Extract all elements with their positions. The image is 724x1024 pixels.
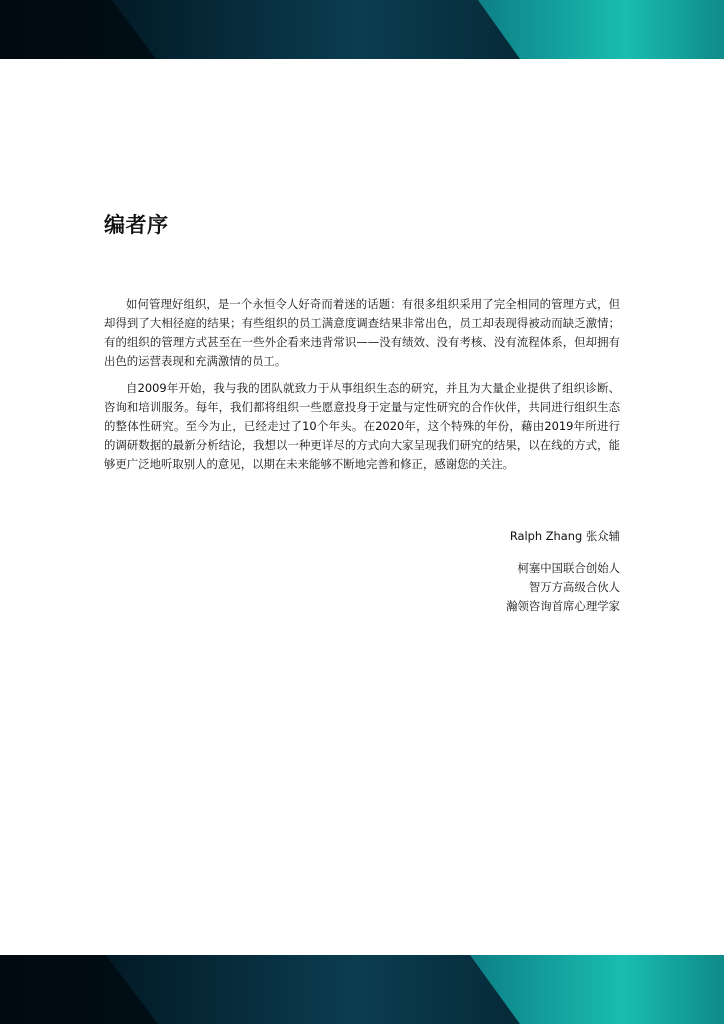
- signature-role: 柯塞中国联合创始人: [517, 561, 620, 575]
- page-title: 编者序: [104, 213, 169, 237]
- signature-role: 瀚领咨询首席心理学家: [506, 599, 620, 613]
- signature-name: Ralph Zhang 张众辅: [509, 529, 620, 543]
- signature-role: 智万方高级合伙人: [528, 580, 620, 594]
- signature-roles: [506, 559, 620, 616]
- paragraph-1: 如何管理好组织，是一个永恒令人好奇而着迷的话题：有很多组织采用了完全相同的管理方式，但却得到了大相径庭的结果；有些组织的员工满意度调查结果非常出色，员工却表现得被动而缺乏激情；有的组织的管理方式甚至在一些外企看来违背常识——没有绩效、没有考核、没有流程体系，但却拥有出色的运营表现和充满激情的员工。: [104, 297, 620, 368]
- header-decor-graphic: [0, 0, 724, 59]
- header-decor-band: [0, 0, 724, 59]
- footer-decor-band: [0, 955, 724, 1024]
- footer-decor-graphic: [0, 955, 724, 1024]
- paragraph-2: 自2009年开始，我与我的团队就致力于从事组织生态的研究，并且为大量企业提供了组织诊断、咨询和培训服务。每年，我们都将组织一些愿意投身于定量与定性研究的合作伙伴，共同进行组织生态的整体性研究。至今为止，已经走过了10个年头。在2020年，这个特殊的年份，藉由2019年所进行的调研数据的最新分析结论，我想以一种更详尽的方式向大家呈现我们研究的结果，以在线的方式，能够更广泛地听取别人的意见，以期在未来能够不断地完善和修正，感谢您的关注。: [104, 381, 620, 471]
